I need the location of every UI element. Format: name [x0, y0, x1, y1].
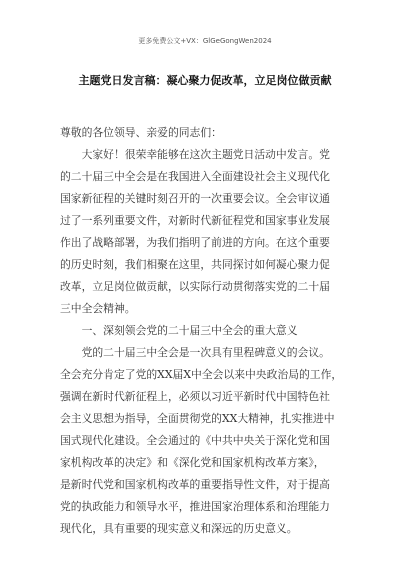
paragraph-intro: [60, 144, 360, 320]
paragraph-line: 是新时代党和国家机构改革的重要指导性文件，对于提高: [60, 478, 330, 491]
document-body: [60, 122, 360, 540]
paragraph-line: 家机构改革的决定》和《深化党和国家机构改革方案》，: [60, 456, 325, 469]
paragraph-line: 三中全会精神。: [60, 302, 136, 315]
greeting: 尊敬的各位领导、亲爱的同志们：: [60, 126, 222, 139]
section-heading: [60, 320, 360, 342]
paragraph-line: 大家好！很荣幸能够在这次主题党日活动中发言。党: [60, 148, 330, 161]
paragraph-line: 国式现代化建设。全会通过的《中共中央关于深化党和国: [60, 434, 330, 447]
paragraph-line: 会主义思想为指导，全面贯彻党的XX大精神，扎实推进中: [60, 412, 335, 425]
paragraph-line: 全会充分肯定了党的XX届X中全会以来中央政治局的工作，: [60, 368, 343, 381]
paragraph-line: 国家新征程的关键时刻召开的一次重要会议。全会审议通: [60, 192, 330, 205]
paragraph-line: 的历史时刻，我们相聚在这里，共同探讨如何凝心聚力促: [60, 258, 330, 271]
paragraph-line: 强调在新时代新征程上，必须以习近平新时代中国特色社: [60, 390, 330, 403]
paragraph-line: 作出了战略部署，为我们指明了前进的方向。在这个重要: [60, 236, 330, 249]
paragraph-line: 的二十届三中全会是在我国进入全面建设社会主义现代化: [60, 170, 330, 183]
paragraph-line: 过了一系列重要文件，对新时代新征程党和国家事业发展: [60, 214, 330, 227]
paragraph-line: 党的二十届三中全会是一次具有里程碑意义的会议。: [60, 346, 330, 359]
header-note: 更多免费公文+VX：GlGeGongWen2024: [138, 37, 272, 45]
paragraph-line: 现代化，具有重要的现实意义和深远的历史意义。: [60, 522, 298, 535]
document-title: 主题党日发言稿：凝心聚力促改革，立足岗位做贡献: [78, 74, 332, 87]
paragraph-line: 改革，立足岗位做贡献，以实际行动贯彻落实党的二十届: [60, 280, 330, 293]
paragraph-line: 党的执政能力和领导水平，推进国家治理体系和治理能力: [60, 500, 330, 513]
paragraph-section-one: [60, 342, 360, 540]
section-heading-line: 一、深刻领会党的二十届三中全会的重大意义: [60, 324, 298, 337]
